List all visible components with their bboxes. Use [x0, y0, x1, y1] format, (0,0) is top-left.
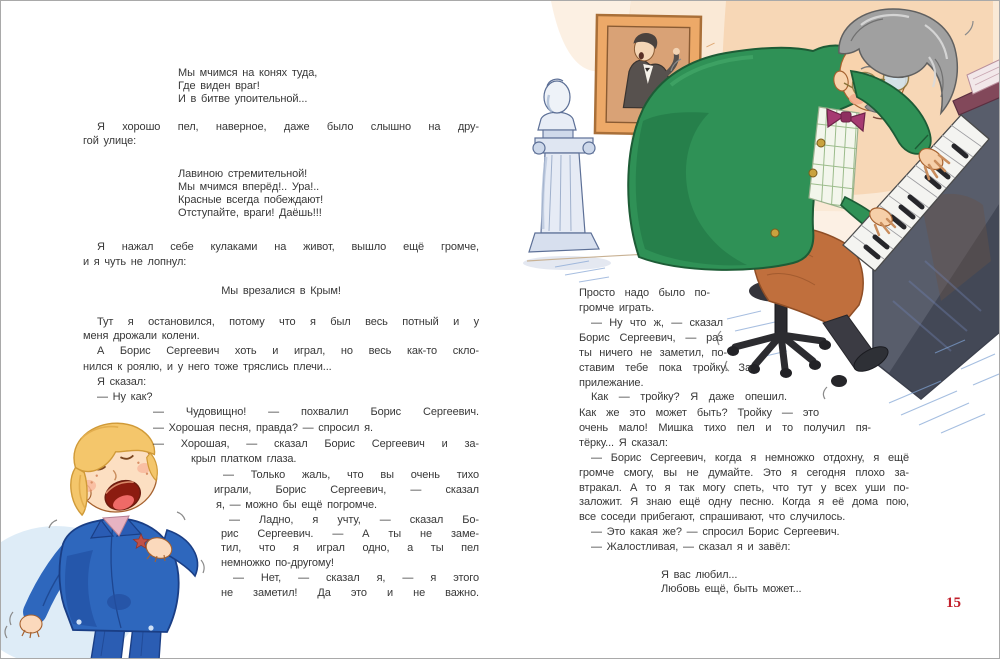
page-number: 15: [946, 595, 961, 611]
left-page-line-25: я, — можно бы ещё погромче.: [216, 499, 377, 511]
right-page-line-3: — Ну что ж, — сказал: [591, 317, 723, 329]
left-page-line-23: — Только жаль, что вы очень тихо: [223, 469, 479, 481]
right-page-line-17: — Это какая же? — спросил Борис Сергеевич.: [591, 526, 840, 538]
boy-singing-illustration: [1, 416, 213, 659]
jacket-button: [771, 229, 779, 237]
right-page-line-13: громче смогу, вы не думайте. Это я сегодня плохо за-: [579, 467, 909, 479]
boy-jacket: [60, 518, 198, 632]
left-page-line-19: — Чудовищно! — похвалил Борис Сергеевич.: [153, 406, 479, 418]
boy-hand: [20, 615, 42, 633]
left-page-line-17: Я сказал:: [97, 376, 147, 388]
right-page-line-11: тёрку... Я сказал:: [579, 437, 668, 449]
jacket-pocket: [107, 594, 131, 610]
right-page-line-15: заложит. Я знаю ещё одну песню. Когда я её дома пою,: [579, 496, 909, 508]
left-page-line-3: И в битве упоительной...: [178, 93, 308, 105]
left-page-line-30: — Нет, — сказал я, — я этого: [233, 572, 479, 584]
caster: [831, 375, 847, 387]
left-page-line-6: Лавиною стремительной!: [178, 168, 308, 180]
left-page-line-10: Я нажал себе кулаками на живот, вышло ещё громче,: [97, 241, 479, 253]
left-page-line-2: Где виден враг!: [178, 80, 260, 92]
left-page-line-21: — Хорошая, — сказал Борис Сергеевич и за-: [153, 438, 479, 450]
right-page-line-5: ты ничего не заметил, по-: [579, 347, 727, 359]
right-page-line-12: — Борис Сергеевич, когда я немножко отдохну, я ещё: [591, 452, 909, 464]
right-page-line-4: Борис Сергеевич, — раз: [579, 332, 723, 344]
left-page-line-13: Тут я остановился, потому что я был весь потный и у: [97, 316, 479, 328]
boy-head: [63, 418, 163, 520]
right-page-line-6: ставим тебе пока тройку. За: [579, 362, 751, 374]
left-page-line-24: играли, Борис Сергеевич, — сказал: [214, 484, 479, 496]
left-page-line-18: — Ну как?: [97, 391, 153, 403]
left-page-line-7: Мы мчимся вперёд!.. Ура!..: [178, 181, 320, 193]
left-page-line-11: и я чуть не лопнул:: [83, 256, 187, 268]
jacket-button: [817, 139, 825, 147]
right-page-line-18: — Жалостливая, — сказал я и завёл:: [591, 541, 791, 553]
left-page-line-26: — Ладно, я учту, — сказал Бо-: [229, 514, 479, 526]
left-page-line-12: Мы врезалися в Крым!: [221, 285, 341, 297]
right-page-line-9: Как же это может быть? Тройку — это: [579, 407, 819, 419]
left-page-line-9: Отступайте, враги! Даёшь!!!: [178, 207, 322, 219]
left-page-line-20: — Хорошая песня, правда? — спросил я.: [153, 422, 373, 434]
left-page-line-27: рис Сергеевич. — А ты не заме-: [221, 528, 479, 540]
left-page-line-15: А Борис Сергеевич хоть и играл, но весь как-то скло-: [97, 345, 479, 357]
left-page-line-5: гой улице:: [83, 135, 137, 147]
right-page-line-19: Я вас любил...: [661, 569, 738, 581]
left-page-line-1: Мы мчимся на конях туда,: [178, 67, 318, 79]
left-page-line-8: Красные всегда побеждают!: [178, 194, 324, 206]
right-page-line-10: очень мало! Мишка тихо пел и то получил пя-: [579, 422, 871, 434]
left-page-line-31: не заметил! Да это и не важно.: [221, 587, 479, 599]
left-page-line-16: нился к роялю, и у него тоже тряслись плечи...: [83, 361, 332, 373]
right-page-line-2: громче играть.: [579, 302, 655, 314]
left-page-line-28: тил, что я играл одно, а ты пел: [221, 542, 479, 554]
left-page-line-4: Я хорошо пел, наверное, даже было слышно на дру-: [97, 121, 479, 133]
right-page-line-7: прилежание.: [579, 377, 644, 389]
right-page-line-1: Просто надо было по-: [579, 287, 710, 299]
right-page-line-16: все соседи прибегают, спрашивают, что случилось.: [579, 511, 846, 523]
right-page-line-8: Как — тройку? Я даже опешил.: [591, 391, 787, 403]
right-page-line-20: Любовь ещё, быть может...: [661, 583, 802, 595]
jacket-button: [809, 169, 817, 177]
left-page-line-14: меня дрожали колени.: [83, 330, 200, 342]
left-page-line-29: немножко по-другому!: [221, 557, 334, 569]
right-page-line-14: втракал. А то я так могу спеть, что тут у всех уши по-: [579, 482, 909, 494]
left-page-line-22: крыл платком глаза.: [191, 453, 297, 465]
